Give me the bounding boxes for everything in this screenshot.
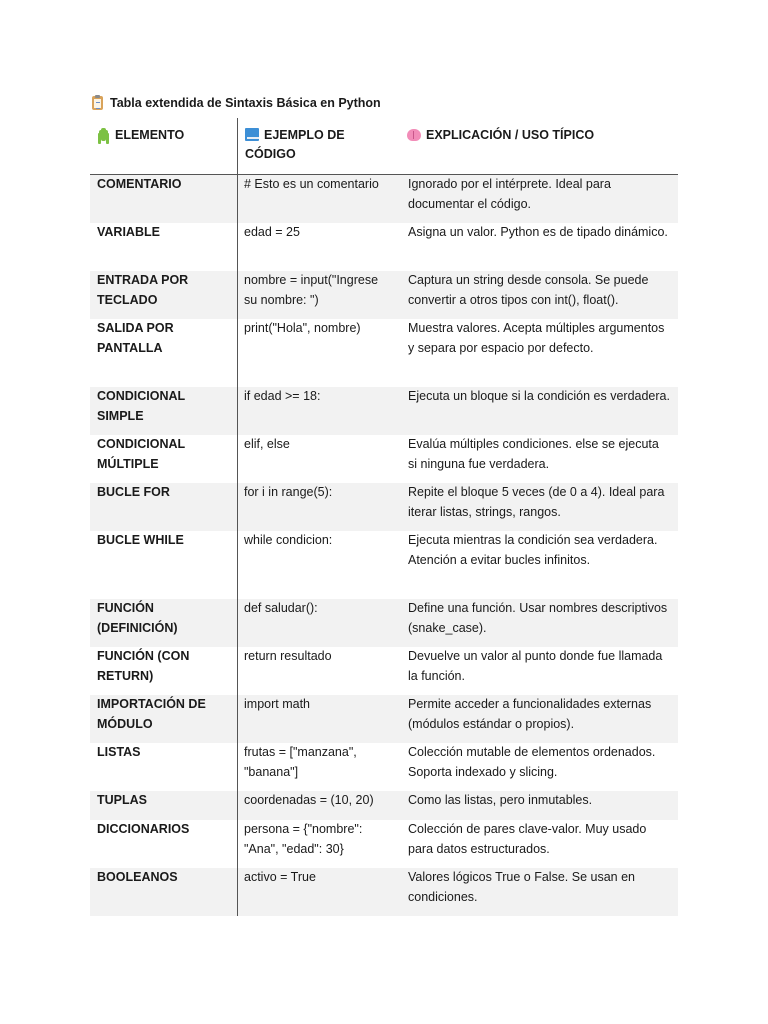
table-body xyxy=(90,175,678,916)
table-row xyxy=(90,820,678,868)
cell-explicacion: Como las listas, pero inmutables. xyxy=(408,793,593,807)
puzzle-icon xyxy=(97,128,110,141)
cell-elemento: BOOLEANOS xyxy=(97,870,178,884)
table-row xyxy=(90,223,678,271)
table-row xyxy=(90,271,678,319)
document-title xyxy=(92,94,381,112)
brain-icon xyxy=(407,129,421,141)
header-elemento-label: ELEMENTO xyxy=(115,128,185,142)
table-row xyxy=(90,647,678,695)
cell-elemento: CONDICIONAL SIMPLE xyxy=(97,389,185,423)
cell-ejemplo: return resultado xyxy=(237,647,400,695)
cell-ejemplo: frutas = ["manzana", "banana"] xyxy=(237,743,400,791)
cell-explicacion: Colección mutable de elementos ordenados. Soporta indexado y slicing. xyxy=(408,745,656,779)
cell-explicacion: Muestra valores. Acepta múltiples argumentos y separa por espacio por defecto. xyxy=(408,321,665,355)
cell-ejemplo: if edad >= 18: xyxy=(237,387,400,435)
table-row xyxy=(90,435,678,483)
cell-ejemplo: coordenadas = (10, 20) xyxy=(237,791,400,820)
cell-elemento: LISTAS xyxy=(97,745,141,759)
table-row xyxy=(90,387,678,435)
table-row xyxy=(90,319,678,387)
cell-explicacion: Devuelve un valor al punto donde fue llamada la función. xyxy=(408,649,663,683)
cell-explicacion: Ignorado por el intérprete. Ideal para documentar el código. xyxy=(408,177,611,211)
header-explicacion xyxy=(400,118,678,174)
cell-elemento: TUPLAS xyxy=(97,793,147,807)
document-title-text: Tabla extendida de Sintaxis Básica en Python xyxy=(110,96,381,110)
cell-elemento: FUNCIÓN (DEFINICIÓN) xyxy=(97,601,178,635)
table-row xyxy=(90,695,678,743)
book-icon xyxy=(245,128,259,141)
cell-explicacion: Ejecuta mientras la condición sea verdadera. Atención a evitar bucles infinitos. xyxy=(408,533,658,567)
cell-elemento: IMPORTACIÓN DE MÓDULO xyxy=(97,697,206,731)
cell-ejemplo: nombre = input("Ingrese su nombre: ") xyxy=(237,271,400,319)
cell-explicacion: Evalúa múltiples condiciones. else se ejecuta si ninguna fue verdadera. xyxy=(408,437,659,471)
table-header-row xyxy=(90,118,678,175)
cell-explicacion: Colección de pares clave-valor. Muy usado para datos estructurados. xyxy=(408,822,647,856)
header-ejemplo xyxy=(237,118,400,174)
cell-elemento: FUNCIÓN (CON RETURN) xyxy=(97,649,190,683)
cell-ejemplo: activo = True xyxy=(237,868,400,916)
cell-elemento: SALIDA POR PANTALLA xyxy=(97,321,174,355)
table-row xyxy=(90,483,678,531)
cell-ejemplo: edad = 25 xyxy=(237,223,400,271)
table-row xyxy=(90,743,678,791)
table-row xyxy=(90,791,678,820)
table-row xyxy=(90,599,678,647)
table-row xyxy=(90,868,678,916)
cell-ejemplo: # Esto es un comentario xyxy=(237,175,400,223)
header-ejemplo-label: EJEMPLO DE CÓDIGO xyxy=(245,128,345,161)
cell-ejemplo: for i in range(5): xyxy=(237,483,400,531)
cell-ejemplo: while condicion: xyxy=(237,531,400,599)
cell-ejemplo: import math xyxy=(237,695,400,743)
cell-elemento: DICCIONARIOS xyxy=(97,822,190,836)
cell-elemento: VARIABLE xyxy=(97,225,160,239)
cell-elemento: BUCLE FOR xyxy=(97,485,170,499)
header-explicacion-label: EXPLICACIÓN / USO TÍPICO xyxy=(426,128,595,142)
cell-explicacion: Asigna un valor. Python es de tipado dinámico. xyxy=(408,225,668,239)
cell-elemento: BUCLE WHILE xyxy=(97,533,184,547)
cell-ejemplo: print("Hola", nombre) xyxy=(237,319,400,387)
clipboard-icon xyxy=(92,96,103,110)
header-elemento xyxy=(90,118,237,174)
cell-explicacion: Permite acceder a funcionalidades externas (módulos estándar o propios). xyxy=(408,697,652,731)
table-row xyxy=(90,531,678,599)
cell-explicacion: Captura un string desde consola. Se puede convertir a otros tipos con int(), float(). xyxy=(408,273,649,307)
cell-explicacion: Repite el bloque 5 veces (de 0 a 4). Ideal para iterar listas, strings, rangos. xyxy=(408,485,665,519)
cell-elemento: COMENTARIO xyxy=(97,177,182,191)
cell-elemento: CONDICIONAL MÚLTIPLE xyxy=(97,437,185,471)
cell-elemento: ENTRADA POR TECLADO xyxy=(97,273,189,307)
cell-explicacion: Valores lógicos True o False. Se usan en condiciones. xyxy=(408,870,635,904)
cell-explicacion: Define una función. Usar nombres descriptivos (snake_case). xyxy=(408,601,668,635)
cell-ejemplo: def saludar(): xyxy=(237,599,400,647)
table-row xyxy=(90,175,678,223)
cell-ejemplo: elif, else xyxy=(237,435,400,483)
syntax-table xyxy=(90,118,678,916)
cell-ejemplo: persona = {"nombre": "Ana", "edad": 30} xyxy=(237,820,400,868)
cell-explicacion: Ejecuta un bloque si la condición es verdadera. xyxy=(408,389,670,403)
